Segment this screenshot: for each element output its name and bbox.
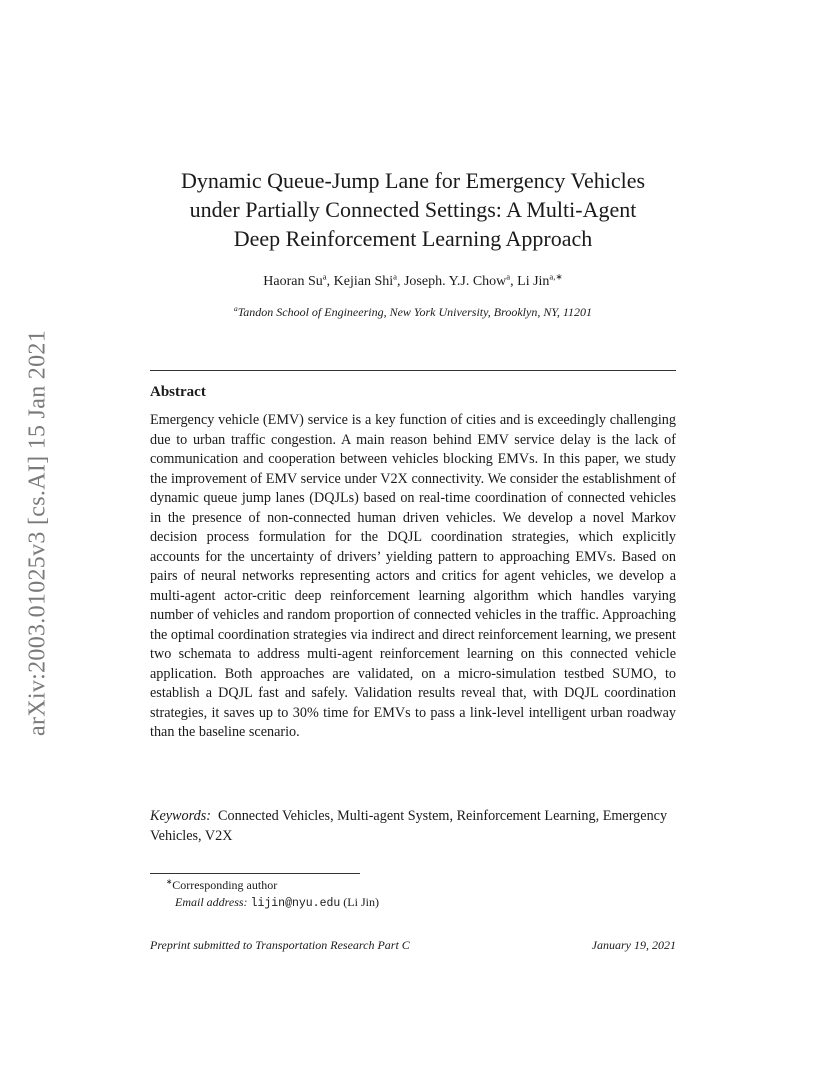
keywords xyxy=(150,807,676,846)
author-affiliation-mark: a,∗ xyxy=(549,271,563,282)
preprint-date: January 19, 2021 xyxy=(591,938,676,952)
arxiv-identifier-stamp: arXiv:2003.01025v3 [cs.AI] 15 Jan 2021 xyxy=(24,329,51,737)
affiliation-text: Tandon School of Engineering, New York University, Brooklyn, NY, 11201 xyxy=(237,305,593,319)
title-line-1: Dynamic Queue-Jump Lane for Emergency Vehicles xyxy=(180,168,646,193)
abstract-body: Emergency vehicle (EMV) service is a key function of cities and is exceedingly challenging due to urban traffic congestion. A main reason behind EMV service delay is the lack of communication and cooperation between vehicles blocking EMVs. In this paper, we study the improvement of EMV service under V2X connectivity. We consider the establishment of dynamic queue jump lanes (DQJLs) based on real-time coordination of connected vehicles in the presence of non-connected human driven vehicles. We develop a novel Markov decision process formulation for the DQJL coordination strategies, which explicitly accounts for the uncertainty of drivers’ yielding pattern to approaching EMVs. Based on pairs of neural networks representing actors and critics for agent vehicles, we develop a multi-agent actor-critic deep reinforcement learning algorithm which handles varying number of vehicles and random proportion of connected vehicles in the traffic. Approaching the optimal coordination strategies via indirect and direct reinforcement learning, we present two schemata to address multi-agent reinforcement learning on this connected vehicle application. Both approaches are validated, on a micro-simulation testbed SUMO, to establish a DQJL fast and safely. Validation results reveal that, with DQJL coordination strategies, it saves up to 30% time for EMVs to pass a link-level intelligent urban roadway than the baseline scenario. xyxy=(150,412,676,740)
author-name: Joseph. Y.J. Chow xyxy=(403,274,507,289)
author-name: Haoran Su xyxy=(263,274,323,289)
keywords-label: Keywords: xyxy=(150,808,211,824)
author-name: Li Jin xyxy=(517,274,550,289)
footnote xyxy=(166,877,566,912)
title-line-2: under Partially Connected Settings: A Multi-Agent xyxy=(189,197,637,222)
footnote-rule xyxy=(150,873,360,874)
footnote-corresponding-line xyxy=(166,877,566,894)
abstract-top-rule xyxy=(150,370,676,371)
email-address: lijin@nyu.edu xyxy=(250,897,341,910)
footnote-email-line xyxy=(166,894,566,912)
author-affiliation xyxy=(150,305,676,320)
preprint-note: Preprint submitted to Transportation Research Part C xyxy=(150,938,410,952)
paper-title xyxy=(150,166,676,253)
author-list xyxy=(150,271,676,290)
title-line-3: Deep Reinforcement Learning Approach xyxy=(233,226,593,251)
author-separator: , xyxy=(396,274,404,289)
author-affiliation-mark: a xyxy=(393,271,397,282)
email-label: Email address: xyxy=(175,895,248,909)
email-owner: (Li Jin) xyxy=(343,895,379,909)
corresponding-author-label: Corresponding author xyxy=(172,878,278,892)
keywords-text: Connected Vehicles, Multi-agent System, Reinforcement Learning, Emergency Vehicles, V2X xyxy=(150,808,668,844)
author-affiliation-mark: a xyxy=(506,271,511,282)
author-separator: , xyxy=(326,274,334,289)
affiliation-mark: a xyxy=(233,304,238,313)
author-separator: , xyxy=(510,274,518,289)
abstract-heading: Abstract xyxy=(150,384,206,400)
footnote-mark: ∗ xyxy=(166,877,173,886)
author-name: Kejian Shi xyxy=(333,274,394,289)
author-affiliation-mark: a xyxy=(322,271,327,282)
